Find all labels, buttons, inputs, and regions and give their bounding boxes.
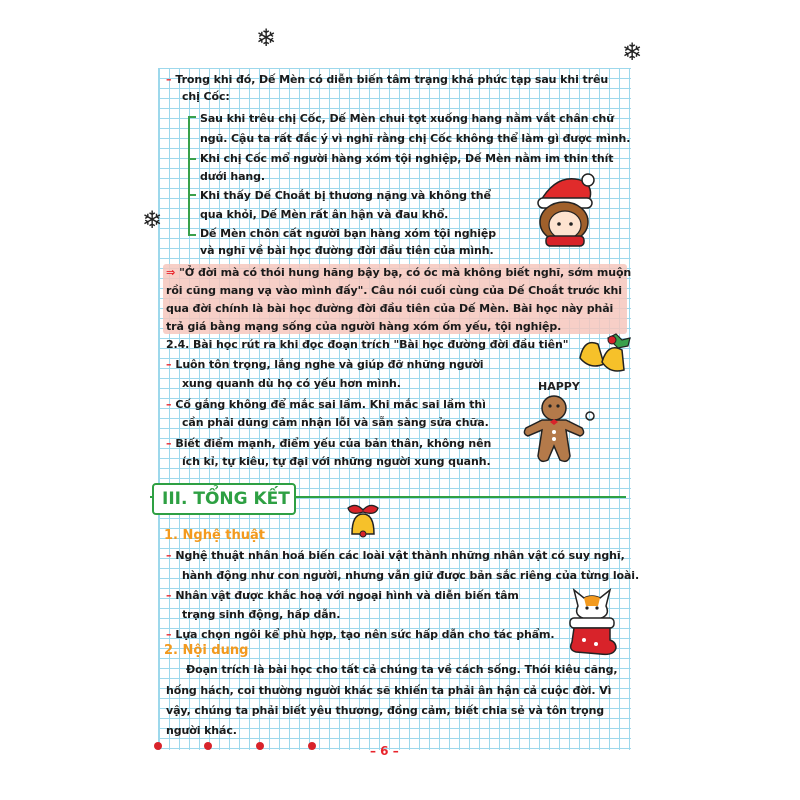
- line-text: ích kỉ, tự kiêu, tự đại với những người xung quanh.: [182, 455, 491, 468]
- line-text: Nhân vật được khắc hoạ với ngoại hình và diễn biến tâm: [175, 589, 519, 602]
- paragraph-line: [166, 548, 625, 564]
- paragraph-line: [166, 588, 519, 604]
- line-text: cần phải dũng cảm nhận lỗi và sẵn sàng sửa chữa.: [182, 416, 489, 429]
- line-text: chị Cốc:: [182, 90, 230, 103]
- paragraph-line: [200, 111, 614, 127]
- bell-bow-sticker: [342, 500, 384, 540]
- snowflake-icon: ❄: [256, 24, 277, 52]
- paragraph-line: [166, 283, 622, 299]
- line-text: Trong khi đó, Dế Mèn có diễn biến tâm trạng khá phức tạp sau khi trêu: [175, 73, 609, 86]
- dash-marker: –: [166, 437, 172, 450]
- content-heading: 2. Nội dung: [164, 643, 249, 658]
- line-text: qua đời chính là bài học đường đời đầu tiên của Dế Mèn. Bài học này phải: [166, 302, 614, 315]
- paragraph-line: [200, 169, 265, 185]
- line-text: hành động như con người, nhưng vẫn giữ được bản sắc riêng của từng loài.: [182, 569, 640, 582]
- line-text: dưới hang.: [200, 170, 266, 183]
- page-number: – 6 –: [370, 744, 399, 758]
- dash-marker: –: [166, 398, 172, 411]
- line-text: hống hách, coi thường người khác sẽ khiến ta phải ân hận cả cuộc đời. Vì: [166, 684, 612, 697]
- dash-marker: –: [166, 589, 172, 602]
- paragraph-line: [200, 243, 494, 259]
- paragraph-line: [200, 226, 496, 242]
- paragraph-line: [166, 436, 491, 452]
- line-text: Đoạn trích là bài học cho tất cả chúng ta về cách sống. Thói kiêu căng,: [186, 663, 618, 676]
- paragraph-line: [166, 265, 631, 281]
- line-text: rồi cũng mang vạ vào mình đấy". Câu nói cuối cùng của Dế Choắt trước khi: [166, 284, 622, 297]
- paragraph-line: [166, 723, 237, 739]
- bracket-tick: [188, 194, 196, 196]
- line-text: Dế Mèn chôn cất người bạn hàng xóm tội nghiệp: [200, 227, 497, 240]
- paragraph-line: [166, 683, 611, 699]
- paragraph-line: [182, 607, 340, 623]
- line-text: Khi chị Cốc mổ người hàng xóm tội nghiệp, Dế Mèn nằm im thin thít: [200, 152, 614, 165]
- line-text: Luôn tôn trọng, lắng nghe và giúp đỡ những người: [175, 358, 484, 371]
- bells-sticker: [574, 330, 636, 380]
- line-text: trạng sinh động, hấp dẫn.: [182, 608, 341, 621]
- section-heading-box: [152, 483, 296, 515]
- paragraph-line: [166, 319, 561, 335]
- bracket-tick: [188, 116, 196, 118]
- paragraph-line: [166, 627, 554, 643]
- happy-label: HAPPY: [538, 380, 580, 393]
- paragraph-line: [186, 662, 618, 678]
- bracket-tick: [188, 234, 196, 236]
- line-text: xung quanh dù họ có yếu hơn mình.: [182, 377, 401, 390]
- line-text: trả giá bằng mạng sống của người hàng xóm ốm yếu, tội nghiệp.: [166, 320, 562, 333]
- paragraph-line: [182, 376, 401, 392]
- line-text: Cố gắng không để mắc sai lầm. Khi mắc sai lầm thì: [175, 398, 486, 411]
- line-text: "Ở đời mà có thói hung hăng bậy bạ, có óc mà không biết nghĩ, sớm muộn: [179, 266, 632, 279]
- lesson-heading: [166, 337, 568, 353]
- paragraph-line: [200, 188, 491, 204]
- line-text: ngũ. Cậu ta rất đắc ý vì nghĩ rằng chị Cốc không thể làm gì được mình.: [200, 132, 631, 145]
- santa-girl-sticker: [528, 168, 600, 252]
- paragraph-line: [166, 703, 604, 719]
- paragraph-line: [200, 151, 613, 167]
- paragraph-line: [182, 415, 489, 431]
- paragraph-line: [166, 301, 613, 317]
- paragraph-line: [200, 131, 630, 147]
- arrow-marker: ⇒: [166, 266, 176, 279]
- gingerbread-sticker: [516, 376, 606, 468]
- bracket-tick: [188, 158, 196, 160]
- line-text: Khi thấy Dế Choắt bị thương nặng và không thể: [200, 189, 491, 202]
- paragraph-line: [182, 454, 491, 470]
- section-heading: III. TỔNG KẾT: [162, 489, 290, 509]
- art-heading: 1. Nghệ thuật: [164, 528, 266, 543]
- dash-marker: –: [166, 358, 172, 371]
- paragraph-line: [166, 357, 483, 373]
- line-text: Lựa chọn ngôi kể phù hợp, tạo nên sức hấp dẫn cho tác phẩm.: [175, 628, 555, 641]
- line-text: vậy, chúng ta phải biết yêu thương, đồng cảm, biết chia sẻ và tôn trọng: [166, 704, 605, 717]
- dash-marker: –: [166, 73, 172, 86]
- line-text: 2.4. Bài học rút ra khi đọc đoạn trích "Bài học đường đời đầu tiên": [166, 338, 569, 351]
- paragraph-line: [182, 568, 639, 584]
- line-text: Sau khi trêu chị Cốc, Dế Mèn chui tọt xuống hang nằm vắt chân chữ: [200, 112, 614, 125]
- line-text: người khác.: [166, 724, 237, 737]
- snowflake-icon: ❄: [622, 38, 643, 66]
- line-text: Nghệ thuật nhân hoá biến các loài vật thành những nhân vật có suy nghĩ,: [175, 549, 625, 562]
- paragraph-line: [182, 89, 230, 105]
- line-text: qua khỏi, Dế Mèn rất ân hận và đau khổ.: [200, 208, 449, 221]
- line-text: Biết điểm mạnh, điểm yếu của bản thân, không nên: [175, 437, 492, 450]
- paragraph-line: [166, 72, 608, 88]
- sub-point-bracket: [188, 116, 190, 236]
- paragraph-line: [166, 397, 486, 413]
- dash-marker: –: [166, 549, 172, 562]
- dash-marker: –: [166, 628, 172, 641]
- paragraph-line: [200, 207, 448, 223]
- line-text: và nghĩ về bài học đường đời đầu tiên của mình.: [200, 244, 494, 257]
- cat-stocking-sticker: [560, 584, 626, 658]
- snowflake-icon: ❄: [142, 206, 163, 234]
